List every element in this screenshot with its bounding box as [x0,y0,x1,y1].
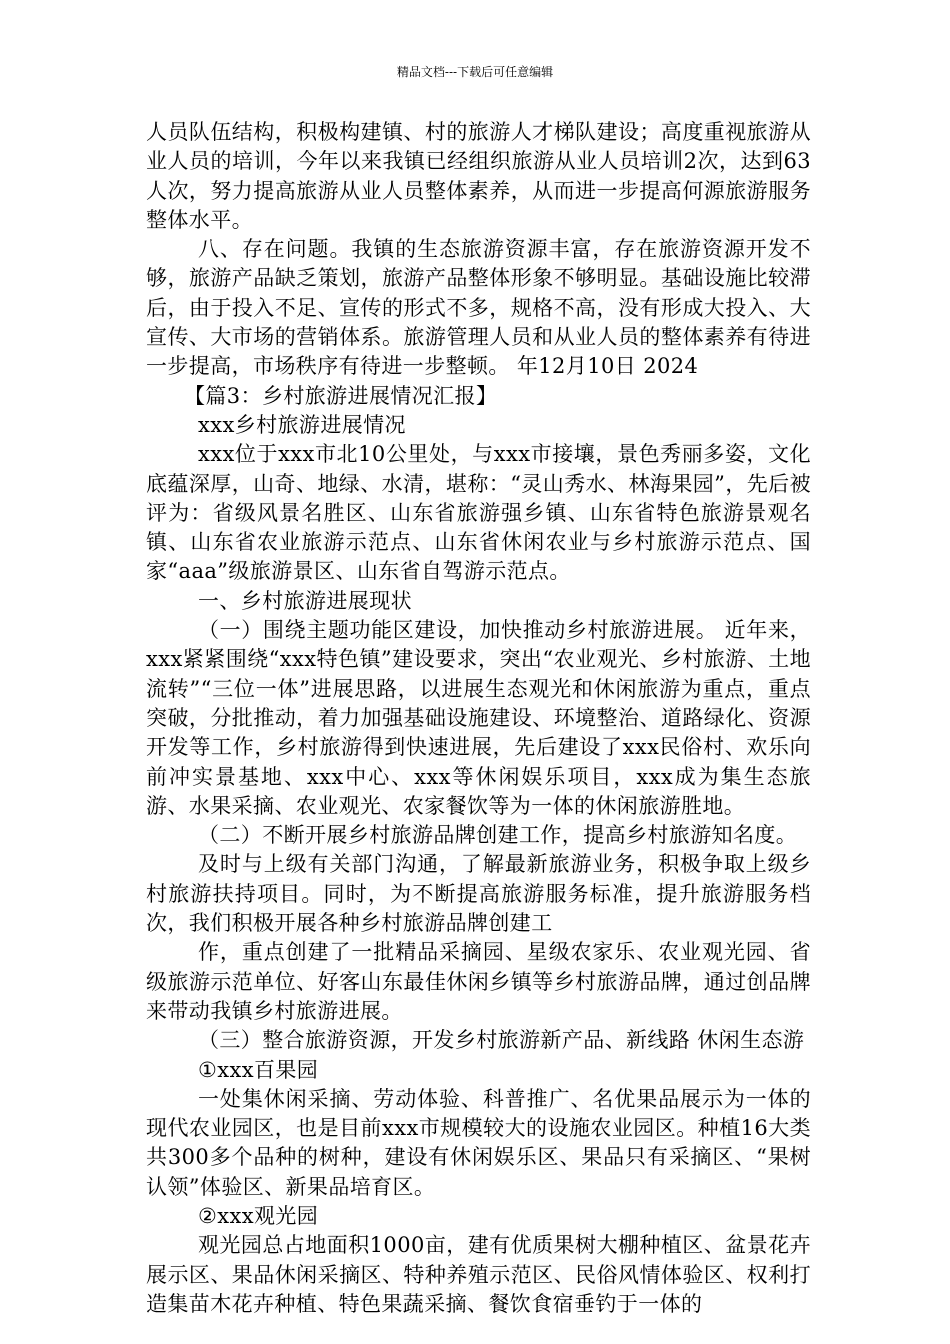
paragraph-staff-training: 人员队伍结构，积极构建镇、村的旅游人才梯队建设；高度重视旅游从业人员的培训，今年以来我镇已经组织旅游从业人员培训2次，达到63人次，努力提高旅游从业人员整体素养，从而进一步提高何源旅游服务整体水平。 [146,120,811,232]
paragraph-brand-list: 作，重点创建了一批精品采摘园、星级农家乐、农业观光园、省级旅游示范单位、好客山东最佳休闲乡镇等乡村旅游品牌，通过创品牌来带动我镇乡村旅游进展。 [146,940,811,1023]
section-title-part3: 【篇3：乡村旅游进展情况汇报】 [184,383,498,408]
paragraph-fruit-garden: 一处集休闲采摘、劳动体验、科普推广、名优果品展示为一体的现代农业园区，也是目前xxx市规模较大的设施农业园区。种植16大类共300多个品种的树种，建设有休闲娱乐区、果品只有采摘区、“果树认领”体验区、新果品培育区。 [146,1086,811,1199]
document-body [146,118,811,1319]
paragraph-new-products: （三）整合旅游资源，开发乡村旅游新产品、新线路 休闲生态游 [198,1028,805,1053]
heading-fruit-garden: ①xxx百果园 [198,1057,319,1082]
paragraph-location-intro: xxx位于xxx市北10公里处，与xxx市接壤，景色秀丽多姿，文化底蕴深厚，山奇、地绿、水清，堪称：“灵山秀水、林海果园”，先后被评为：省级风景名胜区、山东省旅游强乡镇、山东省特色旅游景观名镇、山东省农业旅游示范点、山东省休闲农业与乡村旅游示范点、国家“aaa”级旅游景区、山东省自驾游示范点。 [146,442,811,584]
paragraph-functional-zone: （一）围绕主题功能区建设，加快推动乡村旅游进展。 近年来，xxx紧紧围绕“xxx特色镇”建设要求，突出“农业观光、乡村旅游、土地流转”“三位一体”进展思路，以进展生态观光和休闲旅游为重点，重点突破，分批推动，着力加强基础设施建设、环境整治、道路绿化、资源开发等工作，乡村旅游得到快速进展，先后建设了xxx民俗村、欢乐向前冲实景基地、xxx中心、xxx等休闲娱乐项目，xxx成为集生态旅游、水果采摘、农业观光、农家餐饮等为一体的休闲旅游胜地。 [146,618,811,818]
heading-current-status: 一、乡村旅游进展现状 [198,588,412,613]
paragraph-existing-problems: 八、存在问题。我镇的生态旅游资源丰富，存在旅游资源开发不够，旅游产品缺乏策划，旅游产品整体形象不够明显。基础设施比较滞后，由于投入不足、宣传的形式不多，规格不高，没有形成大投入、大宣传、大市场的营销体系。旅游管理人员和从业人员的整体素养有待进一步提高，市场秩序有待进一步整顿。 年12月10日 2024 [146,237,811,379]
paragraph-report-title: xxx乡村旅游进展情况 [198,412,406,437]
paragraph-brand-building: （二）不断开展乡村旅游品牌创建工作，提高乡村旅游知名度。 [198,823,798,848]
page-header: 精品文档---下载后可任意编辑 [396,65,554,79]
heading-sightseeing-garden: ②xxx观光园 [198,1203,319,1228]
paragraph-sightseeing-garden: 观光园总占地面积1000亩，建有优质果树大棚种植区、盆景花卉展示区、果品休闲采摘区、特种养殖示范区、民俗风情体验区、权利打造集苗木花卉种植、特色果蔬采摘、餐饮食宿垂钓于一体的 [146,1233,811,1316]
paragraph-communication: 及时与上级有关部门沟通，了解最新旅游业务，积极争取上级乡村旅游扶持项目。同时，为不断提高旅游服务标准，提升旅游服务档次，我们积极开展各种乡村旅游品牌创建工 [146,852,811,936]
